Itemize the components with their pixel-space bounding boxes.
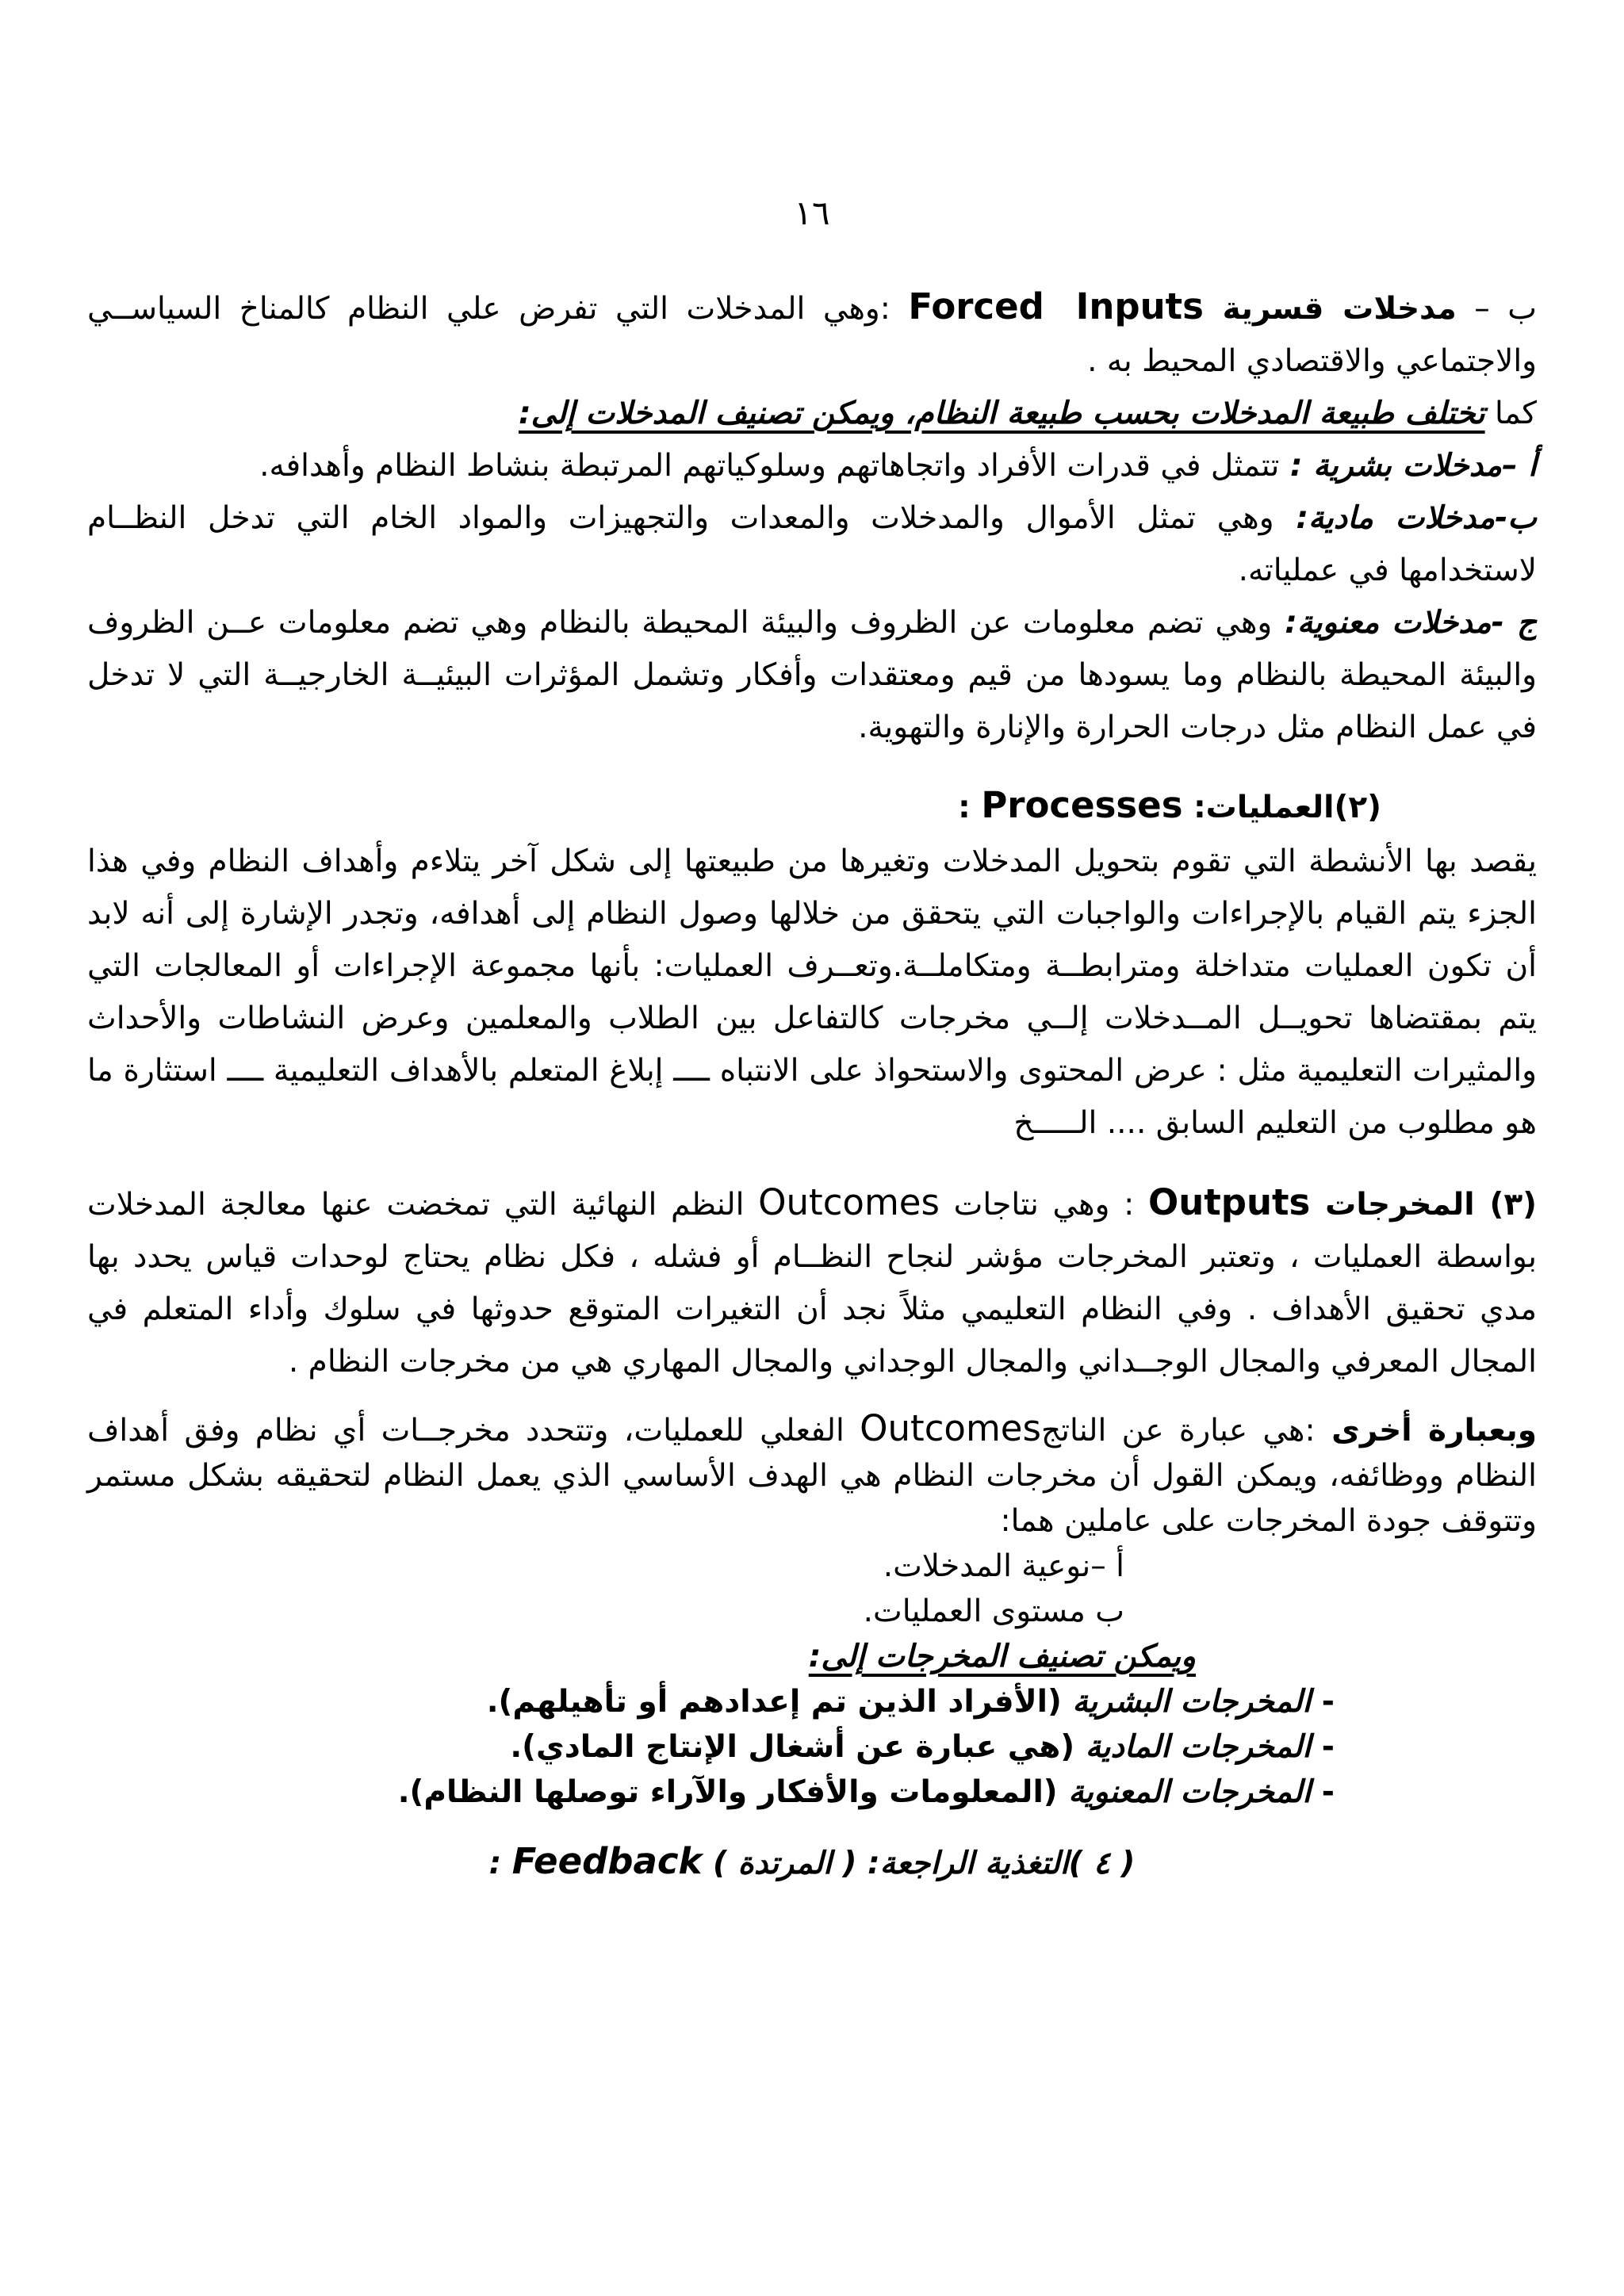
human-inputs-label: أ –مدخلات بشرية : (1279, 448, 1537, 484)
heading-feedback (87, 1837, 1537, 1888)
heading-processes (87, 778, 1381, 836)
outputs-body-text: النظم النهائية التي تمخضت عنها معالجة المدخلات بواسطة العمليات ، وتعتبر المخرجات مؤشر لنجاح النظــام أو فشله ، فكل نظام يحتاج لوحدات قياس يحدد بها مدي تحقيق الأهداف . وفي النظام التعليمي مثلاً نجد أن التغيرات المتوقع حدوثها في سلوك وأداء المتعلم في المجال المعرفي والمجال الوجــداني والمجال الوجداني والمجال المهاري هي من مخرجات النظام . (87, 1187, 1537, 1380)
processes-heading-colon: : (958, 790, 982, 825)
factor-item-inputs-quality: أ –نوعية المدخلات. (883, 1548, 1124, 1584)
processes-heading-arabic: (٢)العمليات: (1182, 790, 1381, 825)
forced-inputs-text: :وهي المدخلات التي تفرض علي النظام كالمناخ السياســي والاجتماعي والاقتصادي المحيط به . (87, 291, 1537, 379)
outcomes-pre-text: :هي عبارة عن الناتج (1040, 1413, 1316, 1448)
list-item-moral-outputs (87, 1770, 1335, 1815)
human-inputs-text: تتمثل في قدرات الأفراد واتجاهاتهم وسلوكياتهم المرتبطة بنشاط النظام وأهدافه. (259, 448, 1280, 484)
outputs-mid-text: : وهي نتاجات (939, 1187, 1148, 1223)
forced-inputs-label: مدخلات قسرية (1203, 291, 1457, 327)
line-inputs-classification (87, 388, 1537, 440)
classification-lead: كما (1484, 396, 1537, 431)
item-letter: ب – (1456, 291, 1537, 327)
item-moral-inputs (87, 597, 1537, 754)
classification-underlined-text: تختلف طبيعة المدخلات بحسب طبيعة النظام، ويمكن تصنيف المدخلات إلى: (518, 396, 1485, 431)
feedback-latin-term: Feedback (511, 1840, 703, 1882)
human-outputs-label: المخرجات البشرية (1061, 1684, 1312, 1720)
processes-latin-term: Processes (981, 784, 1183, 826)
other-words-label: وبعبارة أخرى (1315, 1413, 1537, 1448)
bullet-dash: - (1311, 1774, 1335, 1810)
outputs-latin-term: Outputs (1147, 1181, 1311, 1223)
moral-inputs-text: وهي تضم معلومات عن الظروف والبيئة المحيطة بالنظام وهي تضم معلومات عــن الظروف والبيئة المحيطة بالنظام وما يسودها من قيم ومعتقدات وأفكار وتشمل المؤثرات البيئيــة الخارجيــة التي لا تدخل في عمل النظام مثل درجات الحرارة والإنارة والتهوية. (87, 605, 1537, 745)
moral-inputs-label: ج -مدخلات معنوية: (1272, 605, 1537, 641)
factor-item-processes-level: ب مستوى العمليات. (863, 1594, 1124, 1629)
paragraph-processes: يقصد بها الأنشطة التي تقوم بتحويل المدخلات وتغيرها من طبيعتها إلى شكل آخر يتلاءم وأهداف النظام وفي هذا الجزء يتم القيام بالإجراءات والواجبات التي يتحقق من خلالها وصول النظام إلى أهدافه، وتجدر الإشارة إلى أنه لابد أن تكون العمليات متداخلة ومترابطــة ومتكاملــة.وتعــرف العمليات: بأنها مجموعة الإجراءات أو المعالجات التي يتم بمقتضاها تحويــل المــدخلات إلــي مخرجات كالتفاعل بين الطلاب والمعلمين وعرض النشاطات والأحداث والمثيرات التعليمية مثل : عرض المحتوى والاستحواذ على الانتباه ــــ إبلاغ المتعلم بالأهداف التعليمية ــــ استثارة ما هو مطلوب من التعليم السابق .... الـــــخ (87, 844, 1537, 1141)
paragraph-outputs (87, 1177, 1537, 1388)
heading-outputs-classification (87, 1634, 1196, 1679)
paragraph-forced-inputs (87, 281, 1537, 388)
material-inputs-text: وهي تمثل الأموال والمدخلات والمعدات والتجهيزات والمواد الخام التي تدخل النظــام لاستخدامها في عملياته. (87, 500, 1537, 588)
material-inputs-label: ب-مدخلات مادية: (1274, 500, 1537, 536)
outputs-classification-text: ويمكن تصنيف المخرجات إلى: (808, 1639, 1196, 1674)
outcomes-rest-text: الفعلي للعمليات، وتتحدد مخرجــات أي نظام وفق أهداف النظام ووظائفه، ويمكن القول أن مخرجات النظام هي الهدف الأساسي الذي يعمل النظام لتحقيقه بشكل مستمر وتتوقف جودة المخرجات على عاملين هما: (87, 1413, 1537, 1539)
paragraph-outcomes-definition (87, 1406, 1537, 1544)
material-outputs-text: (هي عبارة عن أشغال الإنتاج المادي). (510, 1729, 1075, 1765)
outcomes-latin-term: Outcomes (758, 1181, 940, 1223)
item-material-inputs (87, 492, 1537, 597)
moral-outputs-label: المخرجات المعنوية (1057, 1774, 1312, 1810)
list-item-material-outputs (87, 1724, 1335, 1770)
item-human-inputs (87, 440, 1537, 492)
forced-inputs-latin-term: Forced Inputs (908, 285, 1204, 327)
outcomes-inline-latin-term: Outcomes (860, 1407, 1041, 1449)
feedback-heading-colon: : (488, 1846, 512, 1881)
page-number: ١٦ (794, 193, 830, 232)
bullet-dash: - (1311, 1684, 1335, 1720)
material-outputs-label: المخرجات المادية (1074, 1729, 1312, 1765)
human-outputs-text: (الأفراد الذين تم إعدادهم أو تأهيلهم). (486, 1684, 1062, 1720)
feedback-heading-arabic: ( ٤ )التغذية الراجعة: ( المرتدة ) (702, 1846, 1136, 1881)
moral-outputs-text: (المعلومات والأفكار والآراء توصلها النظام). (397, 1774, 1058, 1810)
bullet-dash: - (1311, 1729, 1335, 1765)
list-item-human-outputs (87, 1679, 1335, 1724)
outputs-heading-label: (٣) المخرجات (1310, 1187, 1537, 1223)
